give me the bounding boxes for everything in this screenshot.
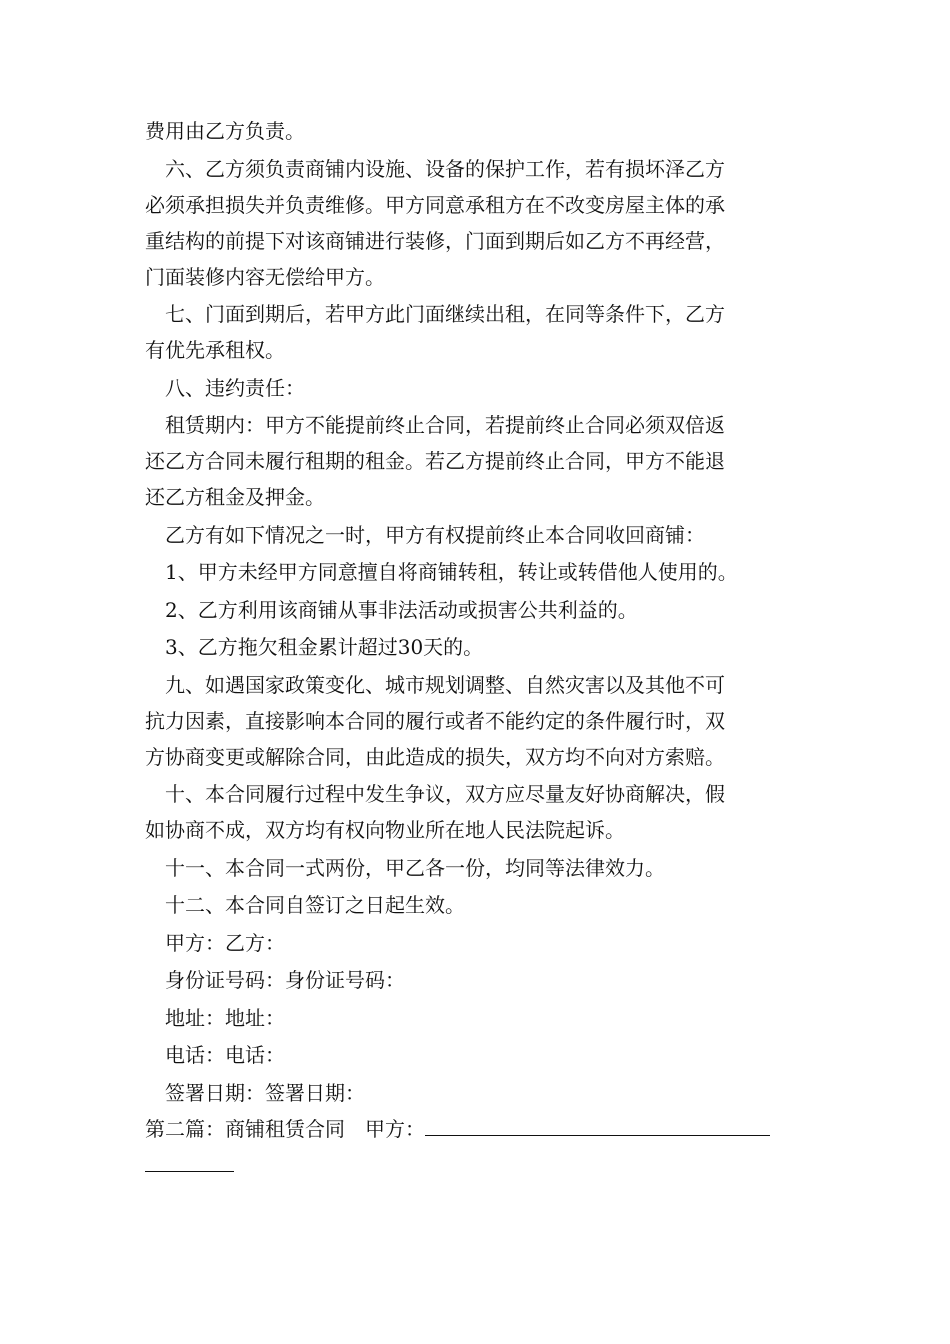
signature-phones: 电话：电话： <box>165 1043 285 1067</box>
section-two-heading <box>145 1111 810 1147</box>
blank-fill-line <box>425 1111 770 1136</box>
termination-item-2: 2、乙方利用该商铺从事非法活动或损害公共利益的。 <box>165 597 638 622</box>
clause-7-line-1: 七、门面到期后，若甲方此门面继续出租，在同等条件下，乙方 <box>165 302 725 326</box>
termination-item-3: 3、乙方拖欠租金累计超过30天的。 <box>165 635 484 659</box>
termination-intro: 乙方有如下情况之一时，甲方有权提前终止本合同收回商铺： <box>165 522 705 547</box>
signature-addresses: 地址：地址： <box>165 1005 285 1030</box>
signature-dates: 签署日期：签署日期： <box>165 1080 365 1105</box>
clause-10-line-2: 如协商不成，双方均有权向物业所在地人民法院起诉。 <box>145 818 625 842</box>
clause-6-line-1: 六、乙方须负责商铺内设施、设备的保护工作，若有损坏泽乙方 <box>165 156 725 181</box>
clause-8-heading: 八、违约责任： <box>165 375 305 400</box>
blank-continuation <box>145 1147 810 1183</box>
clause-9-line-1: 九、如遇国家政策变化、城市规划调整、自然灾害以及其他不可 <box>165 672 725 697</box>
clause-6-line-3: 重结构的前提下对该商铺进行装修，门面到期后如乙方不再经营， <box>145 228 725 253</box>
clause-6-line-2: 必须承担损失并负责维修。甲方同意承租方在不改变房屋主体的承 <box>145 192 725 217</box>
clause-6-line-4: 门面装修内容无偿给甲方。 <box>145 264 385 289</box>
document-body <box>145 113 810 1183</box>
clause-9-line-3: 方协商变更或解除合同，由此造成的损失，双方均不向对方索赔。 <box>145 744 725 769</box>
signature-parties: 甲方：乙方： <box>165 930 285 955</box>
clause-8-line-2: 还乙方合同未履行租期的租金。若乙方提前终止合同，甲方不能退 <box>145 449 725 473</box>
section-two-label: 第二篇：商铺租赁合同 甲方： <box>145 1116 425 1141</box>
clause-8-line-3: 还乙方租金及押金。 <box>145 485 325 509</box>
text-line: 费用由乙方负责。 <box>145 119 305 143</box>
blank-fill-line-continued <box>145 1147 234 1172</box>
signature-id-numbers: 身份证号码：身份证号码： <box>165 968 405 992</box>
clause-12: 十二、本合同自签订之日起生效。 <box>165 893 465 917</box>
clause-11: 十一、本合同一式两份，甲乙各一份，均同等法律效力。 <box>165 855 665 880</box>
termination-item-1: 1、甲方未经甲方同意擅自将商铺转租，转让或转借他人使用的。 <box>165 560 738 584</box>
clause-9-line-2: 抗力因素，直接影响本合同的履行或者不能约定的条件履行时，双 <box>145 708 725 733</box>
clause-10-line-1: 十、本合同履行过程中发生争议，双方应尽量友好协商解决，假 <box>165 782 725 806</box>
clause-7-line-2: 有优先承租权。 <box>145 338 285 362</box>
clause-8-line-1: 租赁期内：甲方不能提前终止合同，若提前终止合同必须双倍返 <box>165 413 725 437</box>
